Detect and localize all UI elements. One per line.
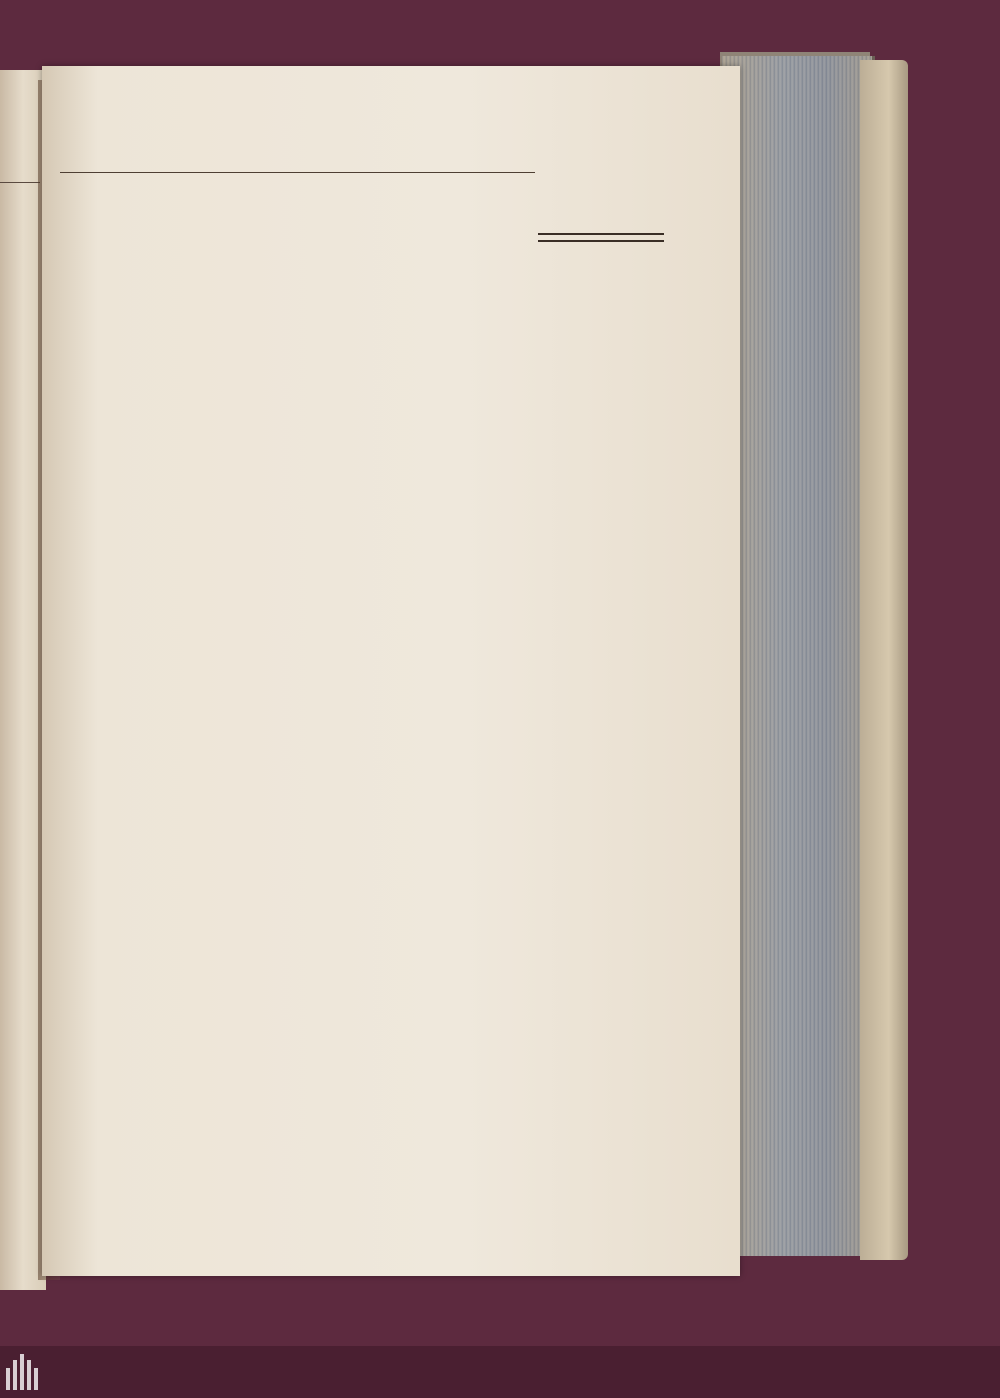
book-page bbox=[42, 66, 740, 1276]
side-note-rule bbox=[538, 240, 664, 242]
library-logo-icon bbox=[6, 1354, 46, 1390]
previous-page-rule bbox=[0, 182, 40, 183]
running-head-rule bbox=[60, 172, 535, 173]
side-note-rule bbox=[538, 233, 664, 235]
book-cover-edge bbox=[860, 60, 908, 1260]
library-footer bbox=[0, 1346, 1000, 1398]
book-fore-edge bbox=[722, 56, 875, 1256]
